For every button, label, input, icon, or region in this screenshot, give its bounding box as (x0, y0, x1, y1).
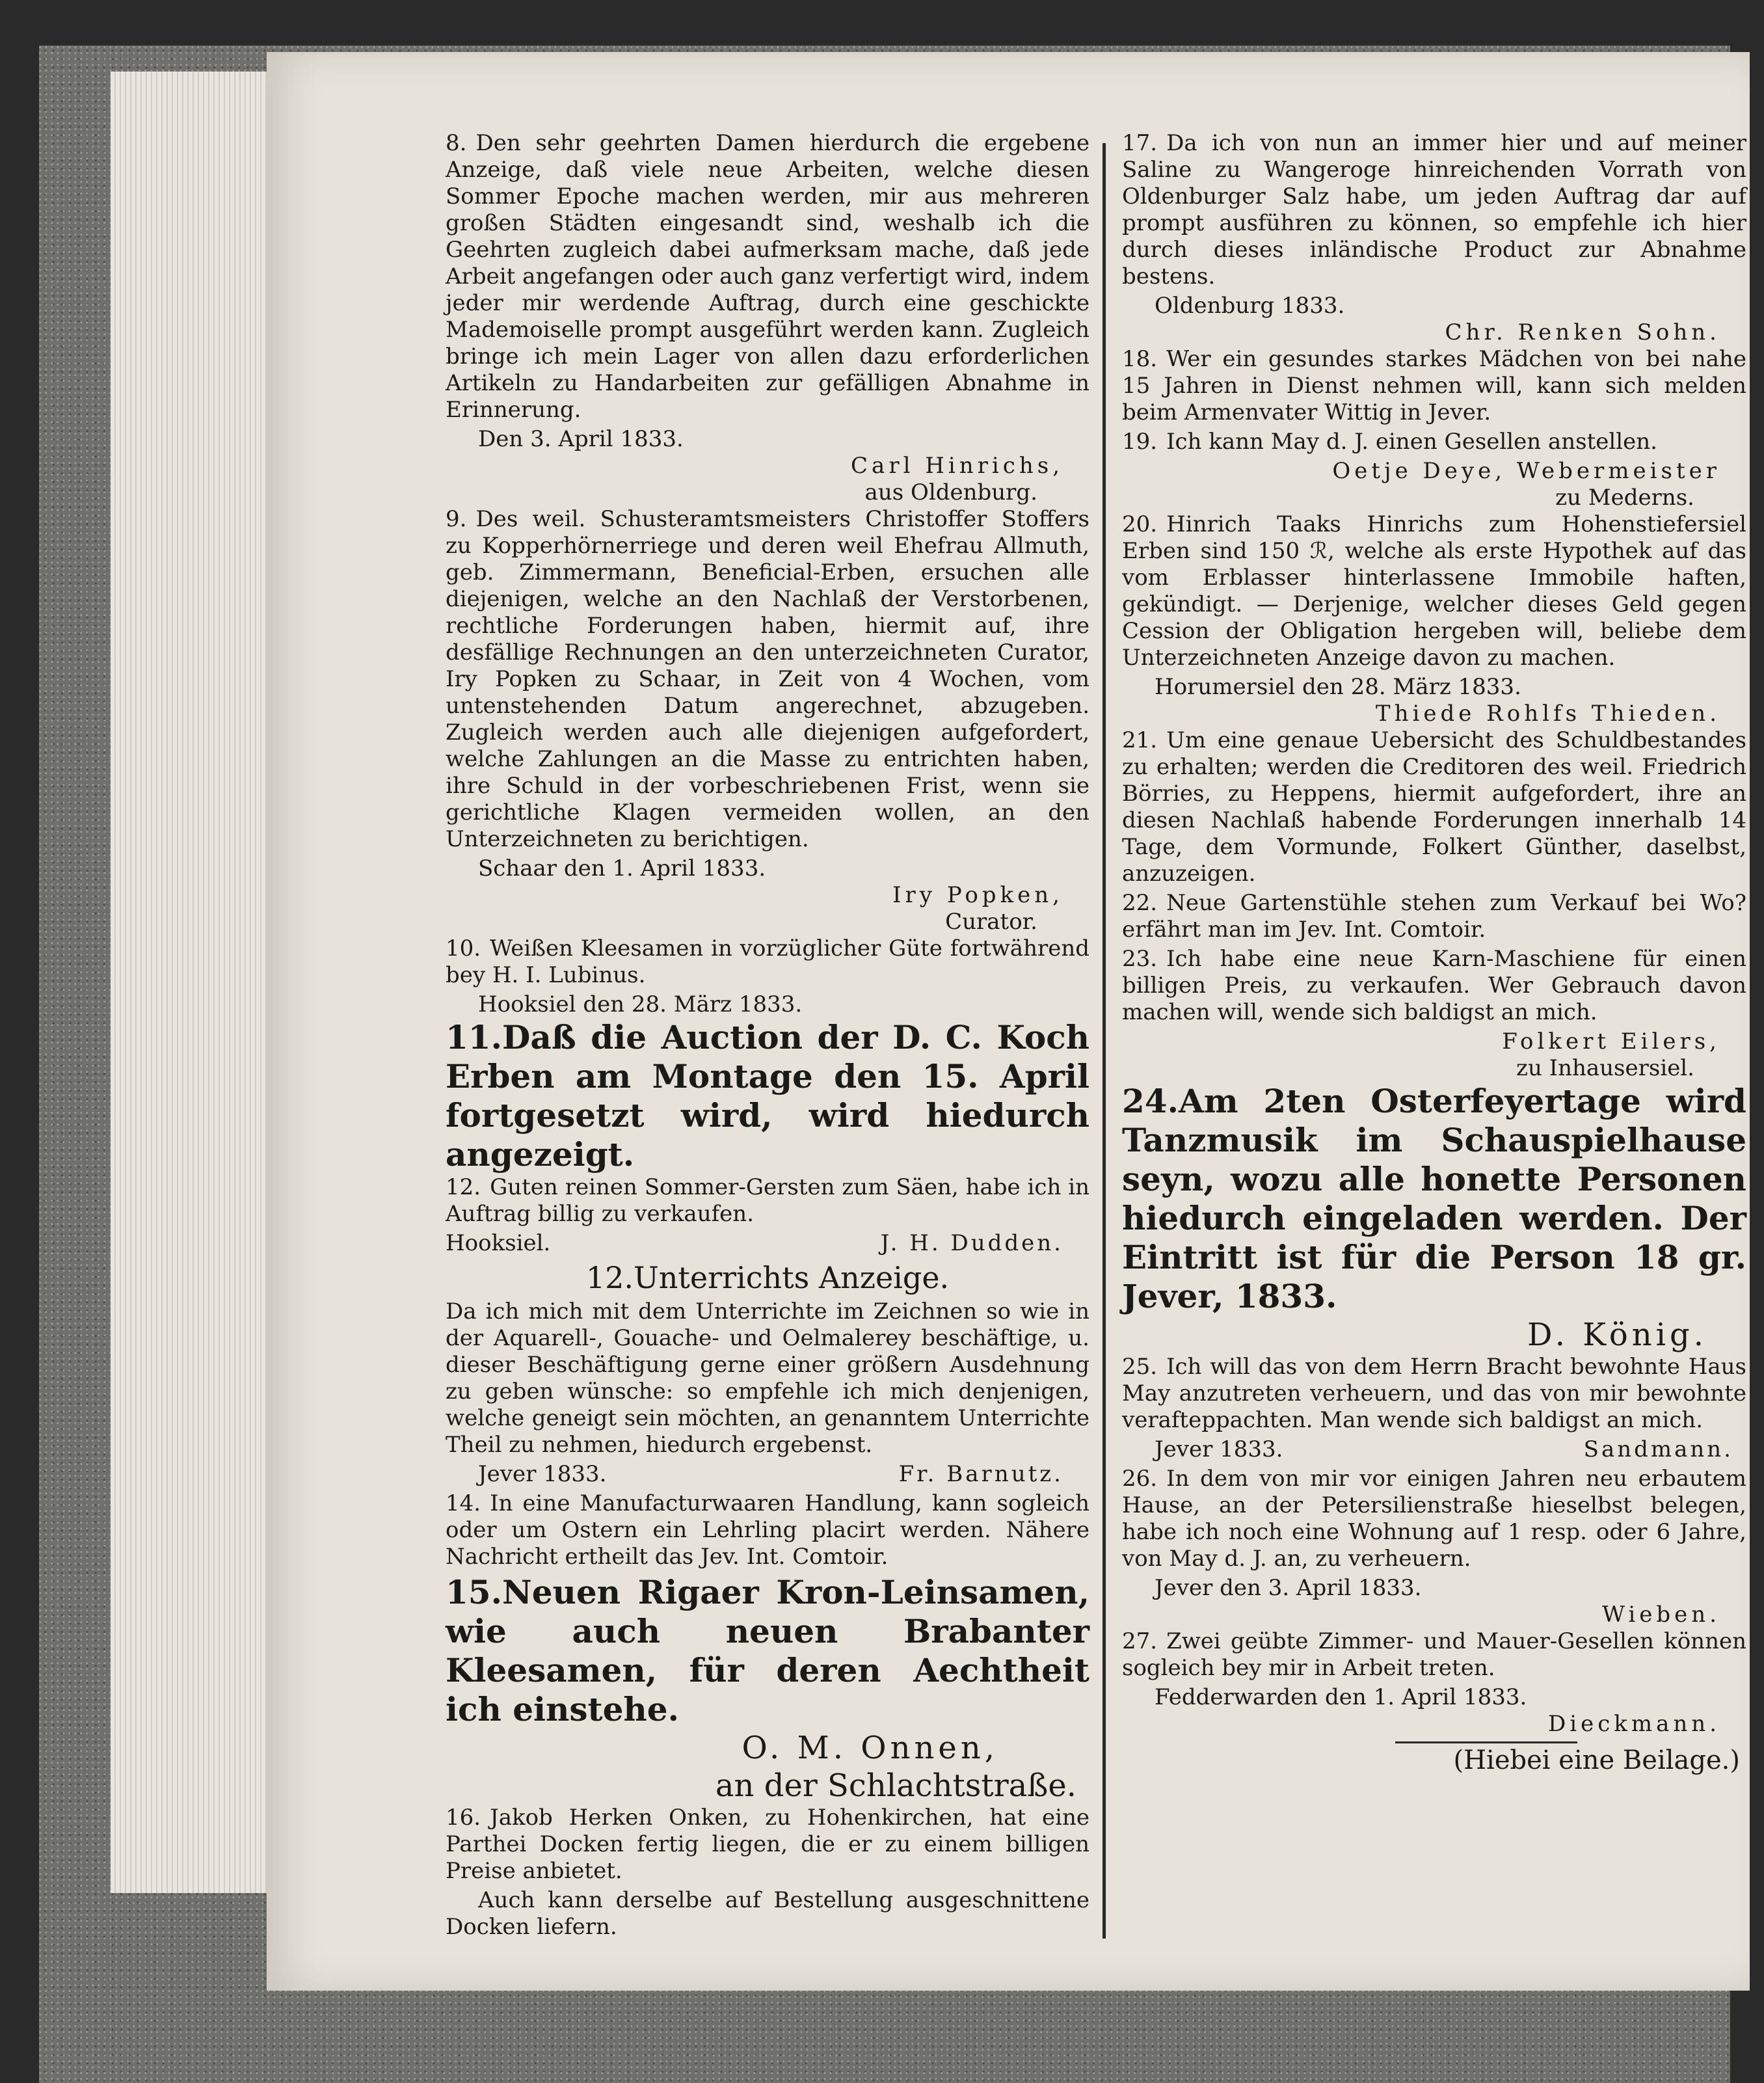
ad-18 (1122, 346, 1746, 426)
ad-date: Oldenburg 1833. (1155, 293, 1345, 319)
ad-text: Ich will das von dem Herrn Bracht bewohnte Haus May anzutreten verheuern, und das von mir bewohnte veraftерpachten. Man wende sich baldigst an mich. (1122, 1354, 1746, 1433)
ad-text: Hinrich Taaks Hinrichs zum Hohenstiefersiel Erben sind 150 ℛ, welche als erste Hypothek auf das vom Erblasser hinterlassene Immobile haften, gekündigt. — Derjenige, welcher dieses Geld gegen Cession der Obligation hergeben will, beliebe dem Unterzeichneten Anzeige davon zu machen. (1122, 511, 1746, 671)
ad-16-text2: Auch kann derselbe auf Bestellung ausgeschnittene Docken liefern. (446, 1887, 1089, 1940)
ad-address: an der Schlachtstraße. (715, 1767, 1076, 1804)
ad-text: Jakob Herken Onken, zu Hohenkirchen, hat eine Parthei Docken fertig liegen, die er zu einem billigen Preise anbietet. (446, 1805, 1089, 1884)
ad-number: 18. (1122, 346, 1158, 372)
ad-number: 23. (1122, 946, 1158, 972)
ad-number: 20. (1122, 511, 1158, 537)
ad-number: 12. (446, 1174, 481, 1200)
ad-signature: Wieben. (1602, 1602, 1720, 1628)
ad-11 (446, 1018, 1089, 1174)
ad-place: Jever 1833. (478, 1461, 607, 1487)
ad-16 (446, 1805, 1089, 1885)
ad-19 (1122, 429, 1746, 455)
ad-text: Guten reinen Sommer-Gersten zum Säen, habe ich in Auftrag billig zu verkaufen. (446, 1174, 1089, 1227)
ad-signature: Fr. Barnutz. (898, 1461, 1063, 1487)
ad-text: Daß die Auction der D. C. Koch Erben am Montage den 15. April fortgesetzt wird, wird hiedurch angezeigt. (446, 1018, 1089, 1174)
ornamental-rule (1395, 1741, 1577, 1743)
ad-9 (446, 506, 1089, 853)
ad-number: 8. (446, 130, 467, 156)
left-column (446, 130, 1089, 1943)
ad-signature: Oetje Deye, Webermeister (1332, 458, 1720, 484)
ad-12a-footer (446, 1230, 1089, 1257)
ad-signature: Folkert Eilers, (1502, 1028, 1720, 1055)
ad-text: Um eine genaue Uebersicht des Schuldbestandes zu erhalten; werden die Creditoren des weil. Friedrich Börries, zu Heppens, hiermit aufgefordert, ihre an diesen Nachlaß habende Forderungen innerhalb 14 Tage, dem Vormunde, Folkert Günther, daselbst, anzuzeigen. (1122, 727, 1746, 887)
ad-signature: Dieckmann. (1547, 1711, 1720, 1737)
ad-10 (446, 935, 1089, 989)
column-rule (1102, 143, 1106, 1939)
ad-place: Hooksiel. (446, 1230, 551, 1256)
ad-place: zu Inhausersiel. (1516, 1055, 1694, 1081)
ad-number: 14. (446, 1490, 481, 1516)
ad-signature: Chr. Renken Sohn. (1445, 319, 1720, 345)
ad-number: 10. (446, 935, 481, 961)
ad-text: Am 2ten Osterfeyertage wird Tanzmusik im Schauspielhause seyn, wozu alle honette Personen hiedurch eingeladen werden. Der Eintritt ist für die Person 18 gr. Jever, 1833. (1122, 1082, 1746, 1315)
ad-date: Fedderwarden den 1. April 1833. (1155, 1684, 1527, 1710)
ad-text: Wer ein gesundes starkes Mädchen von bei nahe 15 Jahren in Dienst nehmen will, kann sich melden beim Armenvater Wittig in Jever. (1122, 346, 1746, 425)
ad-25 (1122, 1354, 1746, 1434)
ad-20 (1122, 511, 1746, 671)
ad-number: 27. (1122, 1628, 1158, 1654)
ad-date: Jever den 3. April 1833. (1155, 1575, 1422, 1601)
ad-heading: Unterrichts Anzeige. (633, 1260, 950, 1295)
ad-12b-footer (446, 1461, 1089, 1488)
ad-number: 9. (446, 506, 467, 532)
ad-12b-heading (446, 1259, 1089, 1296)
ad-text: Ich habe eine neue Karn-Maschiene für einen billigen Preis, zu verkaufen. Wer Gebrauch davon machen will, wende sich baldigst an mich. (1122, 946, 1746, 1025)
ad-place: Jever 1833. (1155, 1436, 1283, 1462)
ad-signature: Carl Hinrichs, (851, 453, 1063, 479)
ad-signature: D. König. (1527, 1317, 1707, 1353)
ad-number: 21. (1122, 727, 1158, 753)
supplement-note: (Hiebei eine Beilage.) (1453, 1745, 1740, 1775)
ad-number: 17. (1122, 130, 1158, 156)
ad-text: Den sehr geehrten Damen hierdurch die ergebene Anzeige, daß viele neue Arbeiten, welche diesen Sommer Epoche machen werden, mir aus mehreren großen Städten eingesandt sind, weshalb ich die Geehrten zugleich dabei aufmerksam mache, daß jede Arbeit angefangen oder auch ganz verfertigt wird, indem jeder mir werdende Auftrag, durch eine geschickte Mademoiselle prompt ausgeführt werden kann. Zugleich bringe ich mein Lager von allen dazu erforderlichen Artikeln zu Handarbeiten zur gefälligen Abnahme in Erinnerung. (446, 130, 1089, 423)
ad-text: Des weil. Schusteramtsmeisters Christoffer Stoffers zu Kopperhörnerriege und deren weil Ehefrau Allmuth, geb. Zimmermann, Beneficial-Erben, ersuchen alle diejenigen, welche an den Nachlaß der Verstorbenen, rechtliche Forderungen haben, hiermit auf, ihre desfällige Rechnungen an den unterzeichneten Curator, Iry Popken zu Schaar, in Zeit von 4 Wochen, vom untenstehenden Datum angerechnet, abzugeben. Zugleich werden auch alle diejenigen aufgefordert, welche Zahlungen an die Masse zu entrichten haben, ihre Schuld in der vorbeschriebenen Frist, wenn sie gerichtliche Klagen vermeiden wollen, an den Unterzeichneten zu berichtigen. (446, 506, 1089, 852)
ad-date: Schaar den 1. April 1833. (478, 855, 766, 881)
ad-number: 22. (1122, 890, 1158, 916)
ad-date: Den 3. April 1833. (478, 426, 684, 452)
ad-number: 11. (446, 1018, 502, 1056)
ad-26 (1122, 1466, 1746, 1572)
ad-number: 19. (1122, 429, 1158, 455)
ad-signature: Sandmann. (1583, 1436, 1733, 1462)
ad-15 (446, 1573, 1089, 1729)
ad-text: Weißen Kleesamen in vorzüglicher Güte fortwährend bey H. I. Lubinus. (446, 935, 1089, 988)
ad-origin: aus Oldenburg. (864, 479, 1037, 505)
ad-27 (1122, 1628, 1746, 1682)
ad-number: 24. (1122, 1082, 1179, 1120)
ad-number: 15. (446, 1573, 502, 1611)
ad-text: In eine Manufacturwaaren Handlung, kann sogleich oder um Ostern ein Lehrling placirt werden. Nähere Nachricht ertheilt das Jev. Int. Comtoir. (446, 1490, 1089, 1570)
ad-date: Horumersiel den 28. März 1833. (1155, 674, 1521, 700)
ad-signature: Iry Popken, (892, 882, 1063, 908)
ad-25-footer (1122, 1436, 1746, 1463)
ad-text: Da ich von nun an immer hier und auf meiner Saline zu Wangeroge hinreichenden Vorrath von Oldenburger Salz habe, um jeden Auftrag dar auf prompt ausführen zu können, so empfehle ich hier durch dieses inländische Product zur Abnahme bestens. (1122, 130, 1746, 289)
ad-text: Zwei geübte Zimmer- und Mauer-Gesellen können sogleich bey mir in Arbeit treten. (1122, 1628, 1746, 1681)
ad-23 (1122, 946, 1746, 1026)
right-column (1122, 130, 1746, 1774)
ad-signature: O. M. Onnen, (742, 1730, 998, 1766)
ad-role: Curator. (945, 909, 1037, 935)
ad-text: Neuen Rigaer Kron-Leinsamen, wie auch neuen Brabanter Kleesamen, für deren Aechtheit ich einstehe. (446, 1573, 1089, 1728)
page-edges (111, 72, 280, 1893)
ad-17 (1122, 130, 1746, 290)
ad-date: Hooksiel den 28. März 1833. (478, 991, 803, 1017)
ad-number: 16. (446, 1805, 481, 1831)
ad-place: zu Mederns. (1555, 485, 1694, 511)
ad-12b-text: Da ich mich mit dem Unterrichte im Zeichnen so wie in der Aquarell-, Gouache- und Oelmalerey beschäftige, u. dieser Beschäftigung gerne einer größern Ausdehnung zu geben wünsche: so empfehle ich mich denjenigen, welche geneigt sein möchten, an genanntem Unterrichte Theil zu nehmen, hiedurch ergebenst. (446, 1298, 1089, 1458)
ad-signature: Thiede Rohlfs Thieden. (1375, 701, 1720, 727)
ad-number: 26. (1122, 1466, 1158, 1492)
ad-text: Ich kann May d. J. einen Gesellen anstellen. (1166, 429, 1657, 455)
ad-22 (1122, 890, 1746, 943)
ad-text: Neue Gartenstühle stehen zum Verkauf bei Wo? erfährt man im Jev. Int. Comtoir. (1122, 890, 1746, 943)
ad-14 (446, 1490, 1089, 1570)
ad-8 (446, 130, 1089, 423)
ad-signature: J. H. Dudden. (880, 1230, 1063, 1256)
ad-number: 25. (1122, 1354, 1158, 1380)
ad-text: In dem von mir vor einigen Jahren neu erbautem Hause, an der Petersilienstraße hieselbst belegen, habe ich noch eine Wohnung auf 1 resp. oder 6 Jahre, von May d. J. an, zu verheuern. (1122, 1466, 1746, 1572)
ad-21 (1122, 727, 1746, 887)
ad-24 (1122, 1082, 1746, 1316)
ad-number: 12. (585, 1260, 634, 1295)
ad-12a (446, 1174, 1089, 1228)
